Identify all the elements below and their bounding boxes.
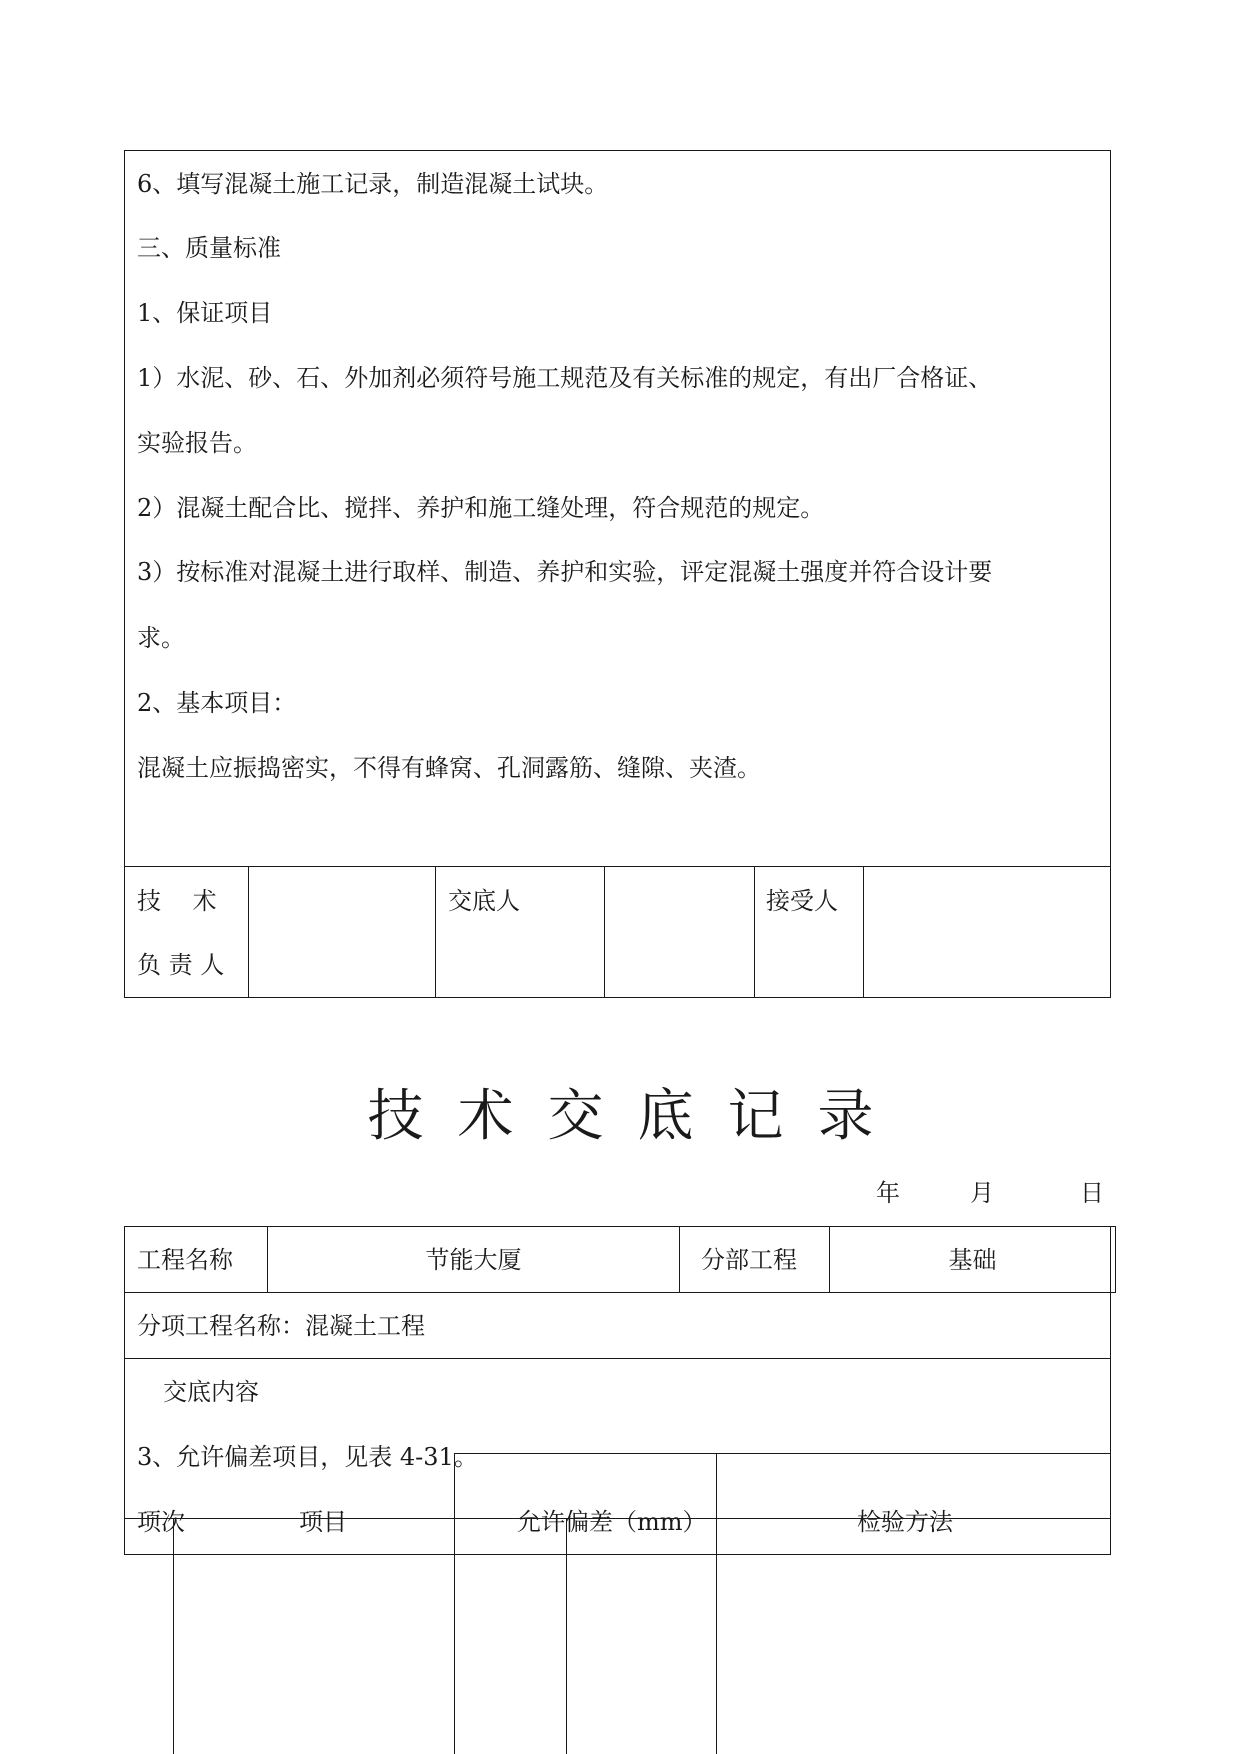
body-line: 混凝土应振捣密实，不得有蜂窝、孔洞露筋、缝隙、夹渣。 [137,754,761,782]
record-table-top-border [124,1226,1116,1227]
sign-divider [435,866,436,997]
date-day: 日 [1080,1179,1104,1207]
record-table-left-border [124,1226,125,1555]
subitem-name: 分项工程名称：混凝土工程 [137,1312,425,1340]
body-line: 1、保证项目 [137,299,273,327]
record-table-bottom-border [124,1554,1111,1555]
tolerance-note: 3、允许偏差项目，见表 4-31。 [137,1443,478,1471]
record-table-row-border [124,1292,1116,1293]
tolerance-table-divider [716,1453,717,1754]
tolerance-table-top-border [455,1453,1111,1454]
project-name-label: 工程名称 [137,1246,233,1274]
tech-lead-label: 负 责 人 [137,951,225,979]
date-month: 月 [970,1179,994,1207]
record-table-outer-right-border [1115,1226,1116,1292]
body-line: 6、填写混凝土施工记录，制造混凝土试块。 [137,170,609,198]
tech-lead-label: 技 术 [137,887,217,915]
date-year: 年 [876,1179,900,1207]
upper-table-sign-border [124,866,1111,867]
table-header-item: 项目 [299,1508,347,1536]
sign-divider [604,866,605,997]
tolerance-table-divider [566,1518,567,1754]
upper-table-right-border [1110,150,1111,998]
record-table-right-border [1110,1226,1111,1555]
tolerance-table-divider [173,1518,174,1754]
project-name-value: 节能大厦 [425,1246,522,1274]
sign-divider [863,866,864,997]
section-heading: 三、质量标准 [137,234,281,262]
body-line: 2）混凝土配合比、搅拌、养护和施工缝处理，符合规范的规定。 [137,494,825,522]
body-line: 实验报告。 [137,429,257,457]
division-label: 分部工程 [701,1246,797,1274]
body-line: 3）按标准对混凝土进行取样、制造、养护和实验，评定混凝土强度并符合设计要 [137,558,993,586]
receiver-label: 接受人 [766,887,838,915]
page-title: 技术交底记录 [367,1084,908,1149]
upper-table-bottom-border [124,997,1111,998]
body-line: 求。 [137,624,185,652]
division-value: 基础 [948,1246,997,1274]
sign-divider [248,866,249,997]
upper-table-left-border [124,150,125,998]
table-header-tolerance: 允许偏差（mm） [517,1508,707,1536]
record-table-row-border [124,1358,1111,1359]
body-line: 1）水泥、砂、石、外加剂必须符号施工规范及有关标准的规定，有出厂合格证、 [137,364,993,392]
table-header-index: 项次 [137,1508,185,1536]
table-header-method: 检验方法 [857,1508,953,1536]
upper-table-top-border [124,150,1111,151]
content-label: 交底内容 [163,1378,259,1406]
discloser-label: 交底人 [448,887,520,915]
record-table-divider [679,1226,680,1292]
sign-divider [754,866,755,997]
body-line: 2、基本项目： [137,689,297,717]
tolerance-table-divider [454,1453,455,1754]
